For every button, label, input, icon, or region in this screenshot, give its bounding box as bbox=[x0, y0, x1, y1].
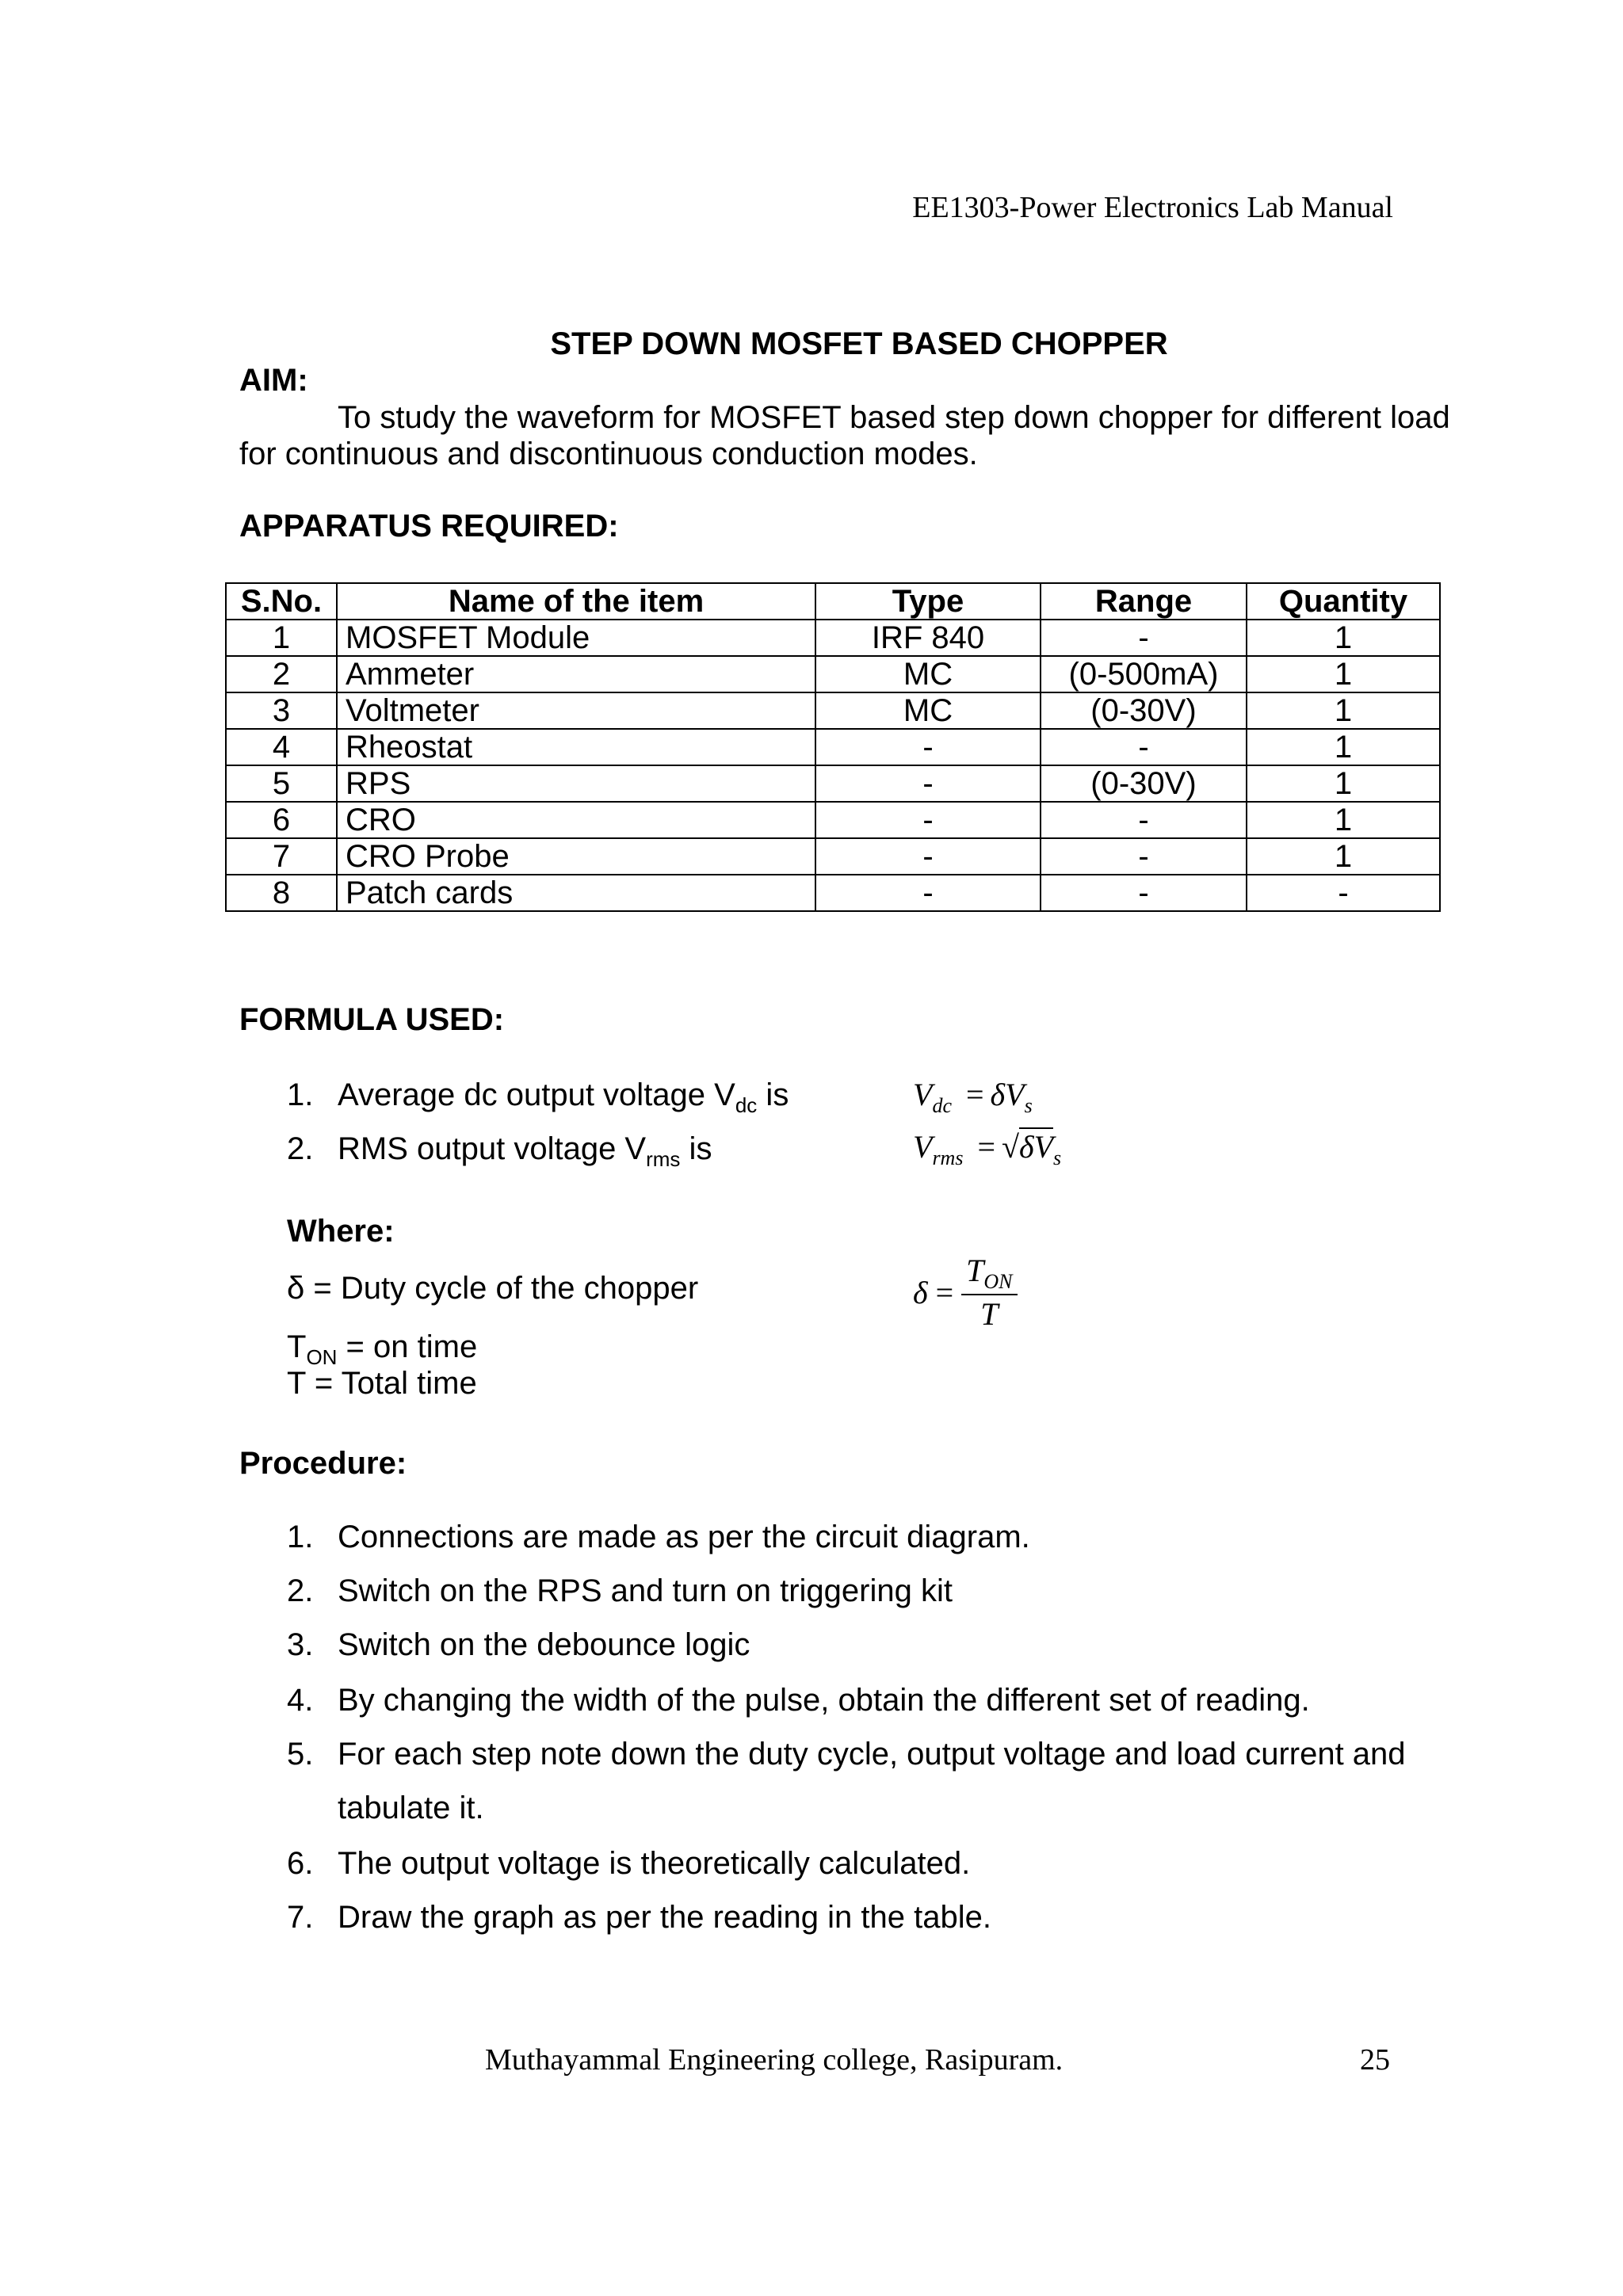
column-header-sno: S.No. bbox=[226, 583, 337, 620]
eq-lhs: δ bbox=[913, 1274, 928, 1310]
ton-subscript: ON bbox=[306, 1345, 338, 1369]
aim-paragraph: To study the waveform for MOSFET based step down chopper for different load for continuous and discontinuous conduction modes. bbox=[239, 400, 1450, 471]
eq-rhs-subscript: s bbox=[1024, 1094, 1033, 1117]
step-text: Switch on the RPS and turn on triggering kit bbox=[338, 1573, 953, 1608]
page-header: EE1303-Power Electronics Lab Manual bbox=[912, 191, 1393, 224]
cell-range: - bbox=[1041, 729, 1247, 765]
step-number: 6. bbox=[287, 1846, 314, 1881]
cell-quantity: - bbox=[1247, 875, 1440, 911]
cell-type: - bbox=[815, 875, 1041, 911]
table-row bbox=[226, 802, 1440, 838]
eq-rhs: δV bbox=[1018, 1129, 1053, 1165]
aim-heading: AIM: bbox=[239, 363, 308, 398]
cell-quantity: 1 bbox=[1247, 692, 1440, 729]
formula-item-text: Average dc output voltage V bbox=[338, 1077, 735, 1112]
formula-item bbox=[287, 1131, 712, 1172]
cell-sno: 6 bbox=[226, 802, 337, 838]
table-row bbox=[226, 875, 1440, 911]
cell-sno: 7 bbox=[226, 838, 337, 875]
equation-vdc bbox=[913, 1076, 1033, 1118]
t-definition: T = Total time bbox=[287, 1366, 477, 1401]
column-header-type: Type bbox=[815, 583, 1041, 620]
column-header-quantity: Quantity bbox=[1247, 583, 1440, 620]
formula-item-subscript: rms bbox=[646, 1147, 681, 1171]
radical-sign: √ bbox=[1002, 1129, 1019, 1165]
fraction bbox=[961, 1252, 1017, 1333]
column-header-name: Name of the item bbox=[337, 583, 815, 620]
eq-equals: = bbox=[935, 1274, 954, 1310]
table-row bbox=[226, 765, 1440, 802]
table-header-row bbox=[226, 583, 1440, 620]
step-text: The output voltage is theoretically calculated. bbox=[338, 1846, 971, 1881]
fraction-numerator bbox=[961, 1252, 1017, 1295]
cell-range: (0-30V) bbox=[1041, 765, 1247, 802]
formula-item-subscript: dc bbox=[735, 1093, 758, 1117]
cell-type: - bbox=[815, 765, 1041, 802]
delta-definition: δ = Duty cycle of the chopper bbox=[287, 1271, 699, 1306]
formula-heading: FORMULA USED: bbox=[239, 1002, 505, 1037]
cell-quantity: 1 bbox=[1247, 802, 1440, 838]
table-row bbox=[226, 838, 1440, 875]
cell-type: - bbox=[815, 838, 1041, 875]
eq-equals: = bbox=[977, 1129, 996, 1165]
numerator-main: T bbox=[966, 1253, 984, 1288]
step-text: By changing the width of the pulse, obtain the different set of reading. bbox=[338, 1683, 1310, 1718]
step-text: Connections are made as per the circuit diagram. bbox=[338, 1520, 1030, 1554]
procedure-step bbox=[287, 1520, 1030, 1555]
page-footer: Muthayammal Engineering college, Rasipuram. bbox=[485, 2043, 1064, 2077]
step-number: 1. bbox=[287, 1520, 314, 1554]
cell-name: Voltmeter bbox=[337, 692, 815, 729]
step-number: 5. bbox=[287, 1737, 314, 1772]
cell-range: - bbox=[1041, 620, 1247, 656]
procedure-step bbox=[287, 1846, 970, 1882]
table-row bbox=[226, 729, 1440, 765]
formula-item-number: 2. bbox=[287, 1131, 314, 1166]
eq-lhs-subscript: rms bbox=[932, 1146, 964, 1169]
cell-type: MC bbox=[815, 692, 1041, 729]
cell-sno: 1 bbox=[226, 620, 337, 656]
formula-item bbox=[287, 1077, 789, 1118]
cell-sno: 5 bbox=[226, 765, 337, 802]
cell-range: - bbox=[1041, 838, 1247, 875]
cell-name: CRO bbox=[337, 802, 815, 838]
table-row bbox=[226, 620, 1440, 656]
ton-definition bbox=[287, 1329, 477, 1370]
cell-name: MOSFET Module bbox=[337, 620, 815, 656]
ton-symbol: T bbox=[287, 1329, 307, 1364]
step-number: 7. bbox=[287, 1900, 314, 1935]
cell-sno: 8 bbox=[226, 875, 337, 911]
cell-quantity: 1 bbox=[1247, 620, 1440, 656]
cell-range: (0-30V) bbox=[1041, 692, 1247, 729]
cell-type: - bbox=[815, 802, 1041, 838]
equation-vrms bbox=[913, 1128, 1061, 1170]
cell-type: - bbox=[815, 729, 1041, 765]
formula-item-suffix: is bbox=[757, 1077, 789, 1112]
ton-meaning: = on time bbox=[337, 1329, 478, 1364]
cell-range: - bbox=[1041, 875, 1247, 911]
procedure-step bbox=[287, 1900, 991, 1936]
procedure-step-continuation: tabulate it. bbox=[338, 1791, 484, 1825]
procedure-step bbox=[287, 1573, 953, 1609]
eq-lhs: V bbox=[913, 1077, 933, 1112]
eq-rhs: δV bbox=[990, 1077, 1025, 1112]
procedure-step bbox=[287, 1737, 1406, 1772]
step-number: 2. bbox=[287, 1573, 314, 1608]
cell-sno: 4 bbox=[226, 729, 337, 765]
cell-range: - bbox=[1041, 802, 1247, 838]
cell-type: MC bbox=[815, 656, 1041, 692]
cell-type: IRF 840 bbox=[815, 620, 1041, 656]
apparatus-heading: APPARATUS REQUIRED: bbox=[239, 509, 619, 543]
formula-item-suffix: is bbox=[680, 1131, 712, 1166]
formula-item-text: RMS output voltage V bbox=[338, 1131, 647, 1166]
cell-sno: 2 bbox=[226, 656, 337, 692]
formula-item-number: 1. bbox=[287, 1077, 314, 1112]
column-header-range: Range bbox=[1041, 583, 1247, 620]
step-text: Switch on the debounce logic bbox=[338, 1627, 750, 1662]
where-heading: Where: bbox=[287, 1214, 395, 1249]
eq-lhs-subscript: dc bbox=[932, 1094, 952, 1117]
table-row bbox=[226, 692, 1440, 729]
document-title: STEP DOWN MOSFET BASED CHOPPER bbox=[550, 326, 1168, 361]
step-number: 3. bbox=[287, 1627, 314, 1662]
cell-name: Patch cards bbox=[337, 875, 815, 911]
cell-name: Rheostat bbox=[337, 729, 815, 765]
step-number: 4. bbox=[287, 1683, 314, 1718]
equation-duty-cycle bbox=[913, 1252, 1018, 1333]
cell-range: (0-500mA) bbox=[1041, 656, 1247, 692]
eq-lhs: V bbox=[913, 1129, 933, 1165]
cell-quantity: 1 bbox=[1247, 765, 1440, 802]
eq-equals: = bbox=[965, 1077, 984, 1112]
apparatus-table bbox=[225, 582, 1441, 912]
cell-quantity: 1 bbox=[1247, 838, 1440, 875]
cell-name: RPS bbox=[337, 765, 815, 802]
cell-name: CRO Probe bbox=[337, 838, 815, 875]
table-row bbox=[226, 656, 1440, 692]
step-text: For each step note down the duty cycle, output voltage and load current and bbox=[338, 1737, 1406, 1772]
cell-quantity: 1 bbox=[1247, 729, 1440, 765]
step-text: Draw the graph as per the reading in the table. bbox=[338, 1900, 991, 1935]
procedure-step bbox=[287, 1627, 750, 1663]
procedure-heading: Procedure: bbox=[239, 1446, 407, 1481]
cell-sno: 3 bbox=[226, 692, 337, 729]
fraction-denominator: T bbox=[980, 1296, 999, 1332]
page-number: 25 bbox=[1360, 2043, 1390, 2077]
numerator-subscript: ON bbox=[983, 1270, 1013, 1293]
procedure-step bbox=[287, 1683, 1310, 1718]
cell-name: Ammeter bbox=[337, 656, 815, 692]
eq-rhs-subscript: s bbox=[1053, 1146, 1062, 1169]
cell-quantity: 1 bbox=[1247, 656, 1440, 692]
